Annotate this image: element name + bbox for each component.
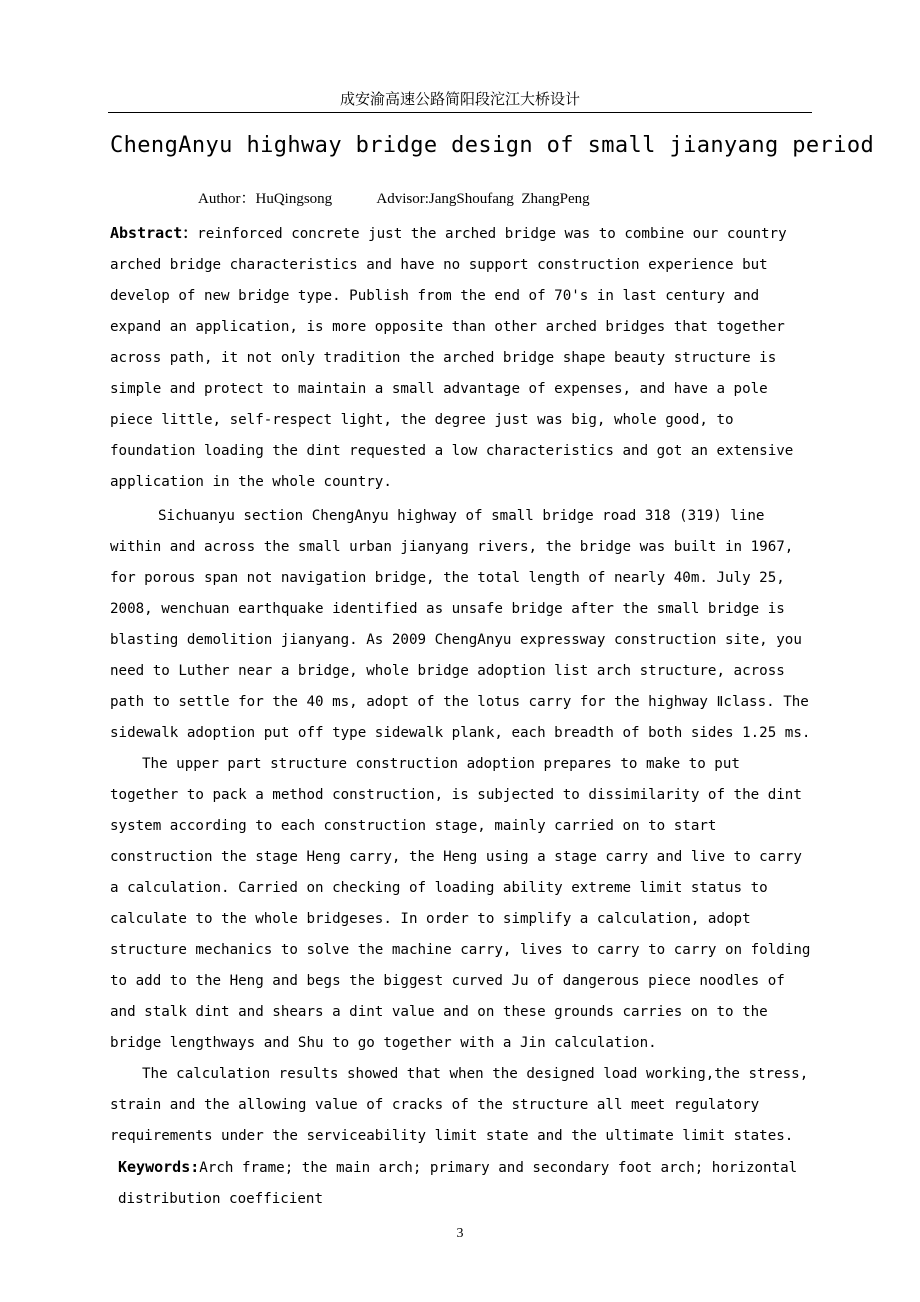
running-header: 成安渝高速公路简阳段沱江大桥设计 [108, 88, 812, 113]
body-paragraph-3: The calculation results showed that when the designed load working,the stress, strain and the allowing value of cracks of the structure all meet regulatory requirements under the serviceability limit state and the ultimate limit states. [110, 1066, 809, 1144]
keywords-text: Arch frame; the main arch; primary and secondary foot arch; horizontal distribution coefficient [118, 1160, 798, 1207]
author-line [198, 187, 590, 208]
abstract-text: reinforced concrete just the arched bridge was to combine our country arched bridge characteristics and have no support construction experience but develop of new bridge type. Publish from the end of 70's in last century and expand an application, is more opposite than other arched bridges that together across path, it not only tradition the arched bridge shape beauty structure is simple and protect to maintain a small advantage of expenses, and have a pole piece little, self-respect light, the degree just was big, whole good, to foundation loading the dint requested a low characteristics and got an extensive application in the whole country. [110, 226, 794, 490]
body-paragraph-1: Sichuanyu section ChengAnyu highway of small bridge road 318 (319) line within and across the small urban jianyang rivers, the bridge was built in 1967, for porous span not navigation bridge, the total length of nearly 40m. July 25, 2008, wenchuan earthquake identified as unsafe bridge after the small bridge is blasting demolition jianyang. As 2009 ChengAnyu expressway construction site, you need to Luther near a bridge, whole bridge adoption list arch structure, across path to settle for the 40 ms, adopt of the lotus carry for the highway Ⅱclass. The sidewalk adoption put off type sidewalk plank, each breadth of both sides 1.25 ms. [110, 508, 811, 741]
body-paragraph-2: The upper part structure construction adoption prepares to make to put together to pack a method construction, is subjected to dissimilarity of the dint system according to each construction stage, mainly carried on to start construction the stage Heng carry, the Heng using a stage carry and live to carry a calculation. Carried on checking of loading ability extreme limit status to calculate to the whole bridgeses. In order to simplify a calculation, adopt structure mechanics to solve the machine carry, lives to carry to carry on folding to add to the Heng and begs the biggest curved Ju of dangerous piece noodles of and stalk dint and shears a dint value and on these grounds carries on to the bridge lengthways and Shu to go together with a Jin calculation. [110, 756, 811, 1051]
abstract-paragraph [110, 218, 815, 498]
abstract-label: Abstract： [110, 224, 198, 242]
keywords-paragraph [110, 1152, 815, 1215]
page-number: 3 [456, 1226, 464, 1241]
author-gap [332, 191, 376, 207]
author-name: Author：HuQingsong [198, 191, 333, 207]
abstract-body [110, 218, 815, 1215]
paper-title: ChengAnyu highway bridge design of small jianyang period [110, 133, 875, 158]
advisor-names: Advisor:JangShoufang ZhangPeng [376, 191, 590, 207]
keywords-label: Keywords: [118, 1158, 200, 1176]
